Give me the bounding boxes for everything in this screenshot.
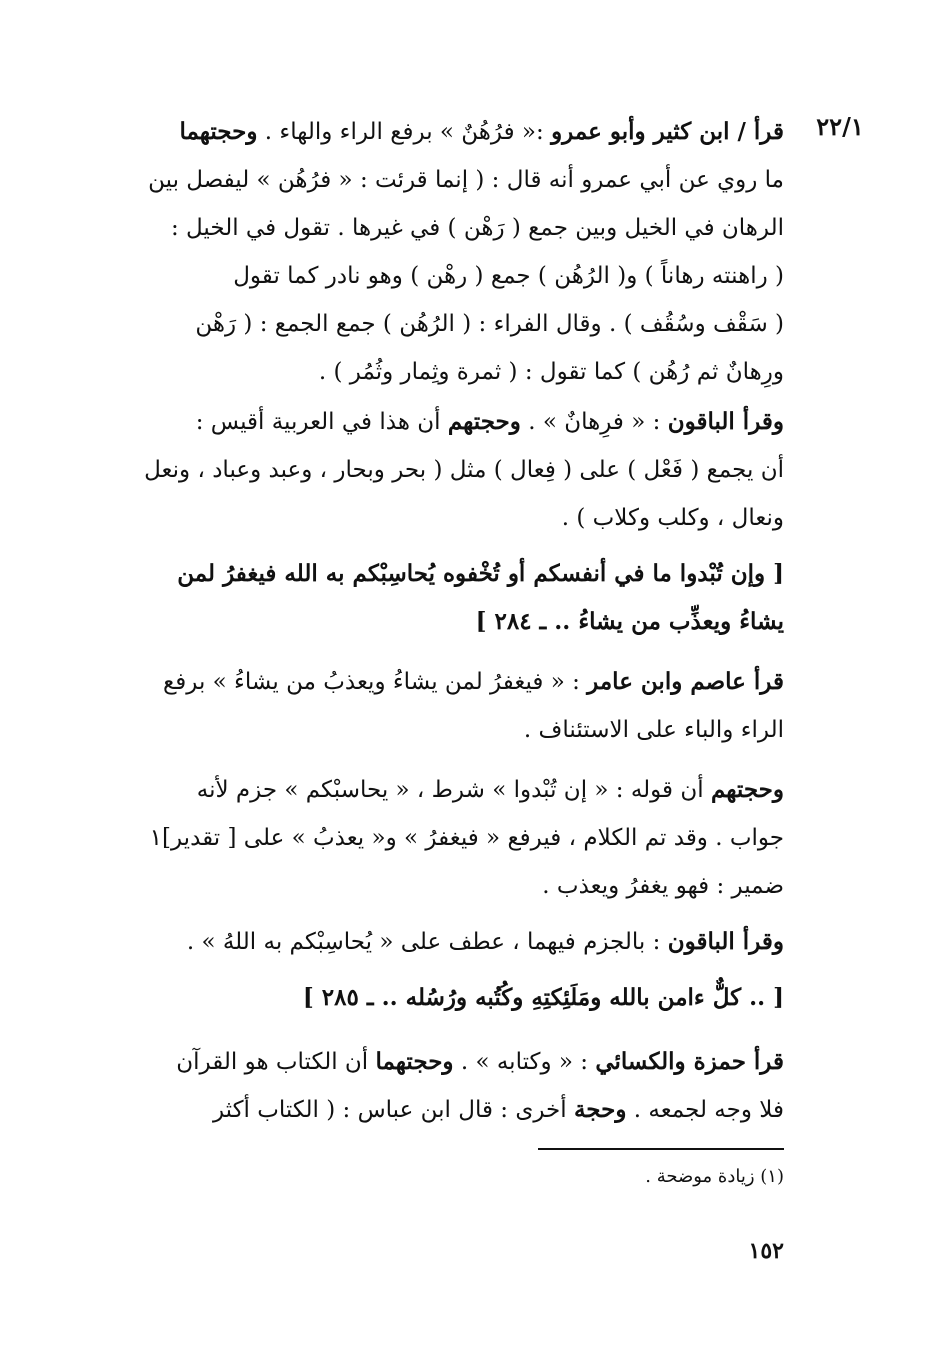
text-line	[112, 1038, 784, 1086]
text-run: : بالجزم فيهما ، عطف على « يُحاسِبْكم به اللهُ » .	[186, 929, 668, 955]
bold-run: وقرأ الباقون	[667, 408, 784, 435]
bold-run: وحجتهم	[710, 776, 784, 803]
text-run: : « فيغفرُ لمن يشاءُ ويعذبُ من يشاءُ » برفع	[163, 669, 588, 695]
bold-run: [ وإن تُبْدوا ما في أنفسكم أو تُخْفوه يُحاسِبْكم به الله فيغفرُ لمن	[177, 560, 784, 587]
text-line	[112, 598, 784, 646]
bold-run: قرأ حمزة والكسائي	[595, 1048, 784, 1075]
text-line	[112, 348, 784, 396]
text-run: ورِهانٌ ثم رُهُن ) كما تقول : ( ثمرة وثِمار وثُمُر ) .	[318, 359, 784, 385]
text-line	[112, 252, 784, 300]
verse-block	[112, 550, 784, 646]
page-number: ١٥٢	[748, 1238, 784, 1264]
text-run: : « فرِهانٌ » .	[520, 409, 668, 435]
paragraph	[112, 658, 784, 754]
text-run: جواب . وقد تم الكلام ، فيرفع « فيغفرُ » و« يعذبُ » على [ تقدير]١	[149, 825, 784, 851]
bold-run: وحجة	[573, 1096, 627, 1123]
bold-run: وقرأ الباقون	[667, 928, 784, 955]
text-line	[112, 446, 784, 494]
text-run: ضمير : فهو يغفرُ ويعذب .	[542, 873, 784, 899]
bold-run: وحجتهما	[179, 118, 258, 145]
paragraph	[112, 398, 784, 542]
bold-run: يشاءُ ويعذِّب من يشاءُ .. ـ ٢٨٤ ]	[475, 608, 784, 635]
footnote: (١) زيادة موضحة .	[645, 1166, 784, 1187]
text-run: :« فرُهُنٌ » برفع الراء والهاء .	[257, 119, 552, 145]
text-line	[112, 658, 784, 706]
verse-block	[112, 974, 784, 1022]
paragraph	[112, 766, 784, 910]
text-run: ( راهنته رهاناً ) و( الرُهُن ) جمع ( رهْن ) وهو نادر كما تقول	[233, 263, 784, 289]
text-run: أن الكتاب هو القرآن	[176, 1049, 376, 1075]
bold-run: وحجتهم	[447, 408, 521, 435]
text-line	[112, 862, 784, 910]
text-run: فلا وجه لجمعه .	[626, 1097, 784, 1123]
text-line	[112, 974, 784, 1022]
margin-reference: ٢٢/١	[816, 112, 864, 141]
text-line	[112, 814, 784, 862]
text-line	[112, 1086, 784, 1134]
text-run: الراء والباء على الاستئناف .	[523, 717, 784, 743]
bold-run: قرأ / ابن كثير وأبو عمرو	[551, 118, 784, 145]
text-run: ما روي عن أبي عمرو أنه قال : ( إنما قرئت : « فرُهُن » ليفصل بين	[148, 167, 784, 193]
text-line	[112, 706, 784, 754]
bold-run: وحجتهما	[375, 1048, 454, 1075]
bold-run: [ .. كلٌّ ءامن بالله ومَلَئِكتِهِ وكُتُبه ورُسُله .. ـ ٢٨٥ ]	[302, 984, 784, 1011]
text-line	[112, 398, 784, 446]
text-run: أن قوله : « إن تُبْدوا » شرط ، « يحاسبْكم » جزم لأنه	[196, 777, 711, 803]
text-line	[112, 494, 784, 542]
paragraph	[112, 108, 784, 396]
paragraph	[112, 918, 784, 966]
text-line	[112, 156, 784, 204]
text-run: أخرى : قال ابن عباس : ( الكتاب أكثر	[212, 1097, 574, 1123]
text-line	[112, 766, 784, 814]
text-run: أن هذا في العربية أقيس :	[195, 409, 448, 435]
text-line	[112, 550, 784, 598]
text-line	[112, 918, 784, 966]
text-run: ( سَقْف وسُقُف ) . وقال الفراء : ( الرُهُن ) جمع الجمع : ( رَهْن	[195, 311, 784, 337]
footnote-divider	[538, 1148, 784, 1150]
bold-run: قرأ عاصم وابن عامر	[587, 668, 784, 695]
text-line	[112, 204, 784, 252]
text-line	[112, 108, 784, 156]
text-run: الرهان في الخيل وبين جمع ( رَهْن ) في غيرها . تقول في الخيل :	[170, 215, 784, 241]
text-run: أن يجمع ( فَعْل ) على ( فِعال ) مثل ( بحر وبحار ، وعبد وعباد ، ونعل	[144, 457, 784, 483]
paragraph	[112, 1038, 784, 1134]
text-run: : « وكتابه » .	[453, 1049, 596, 1075]
text-run: ونعال ، وكلب وكلاب ) .	[561, 505, 784, 531]
text-line	[112, 300, 784, 348]
